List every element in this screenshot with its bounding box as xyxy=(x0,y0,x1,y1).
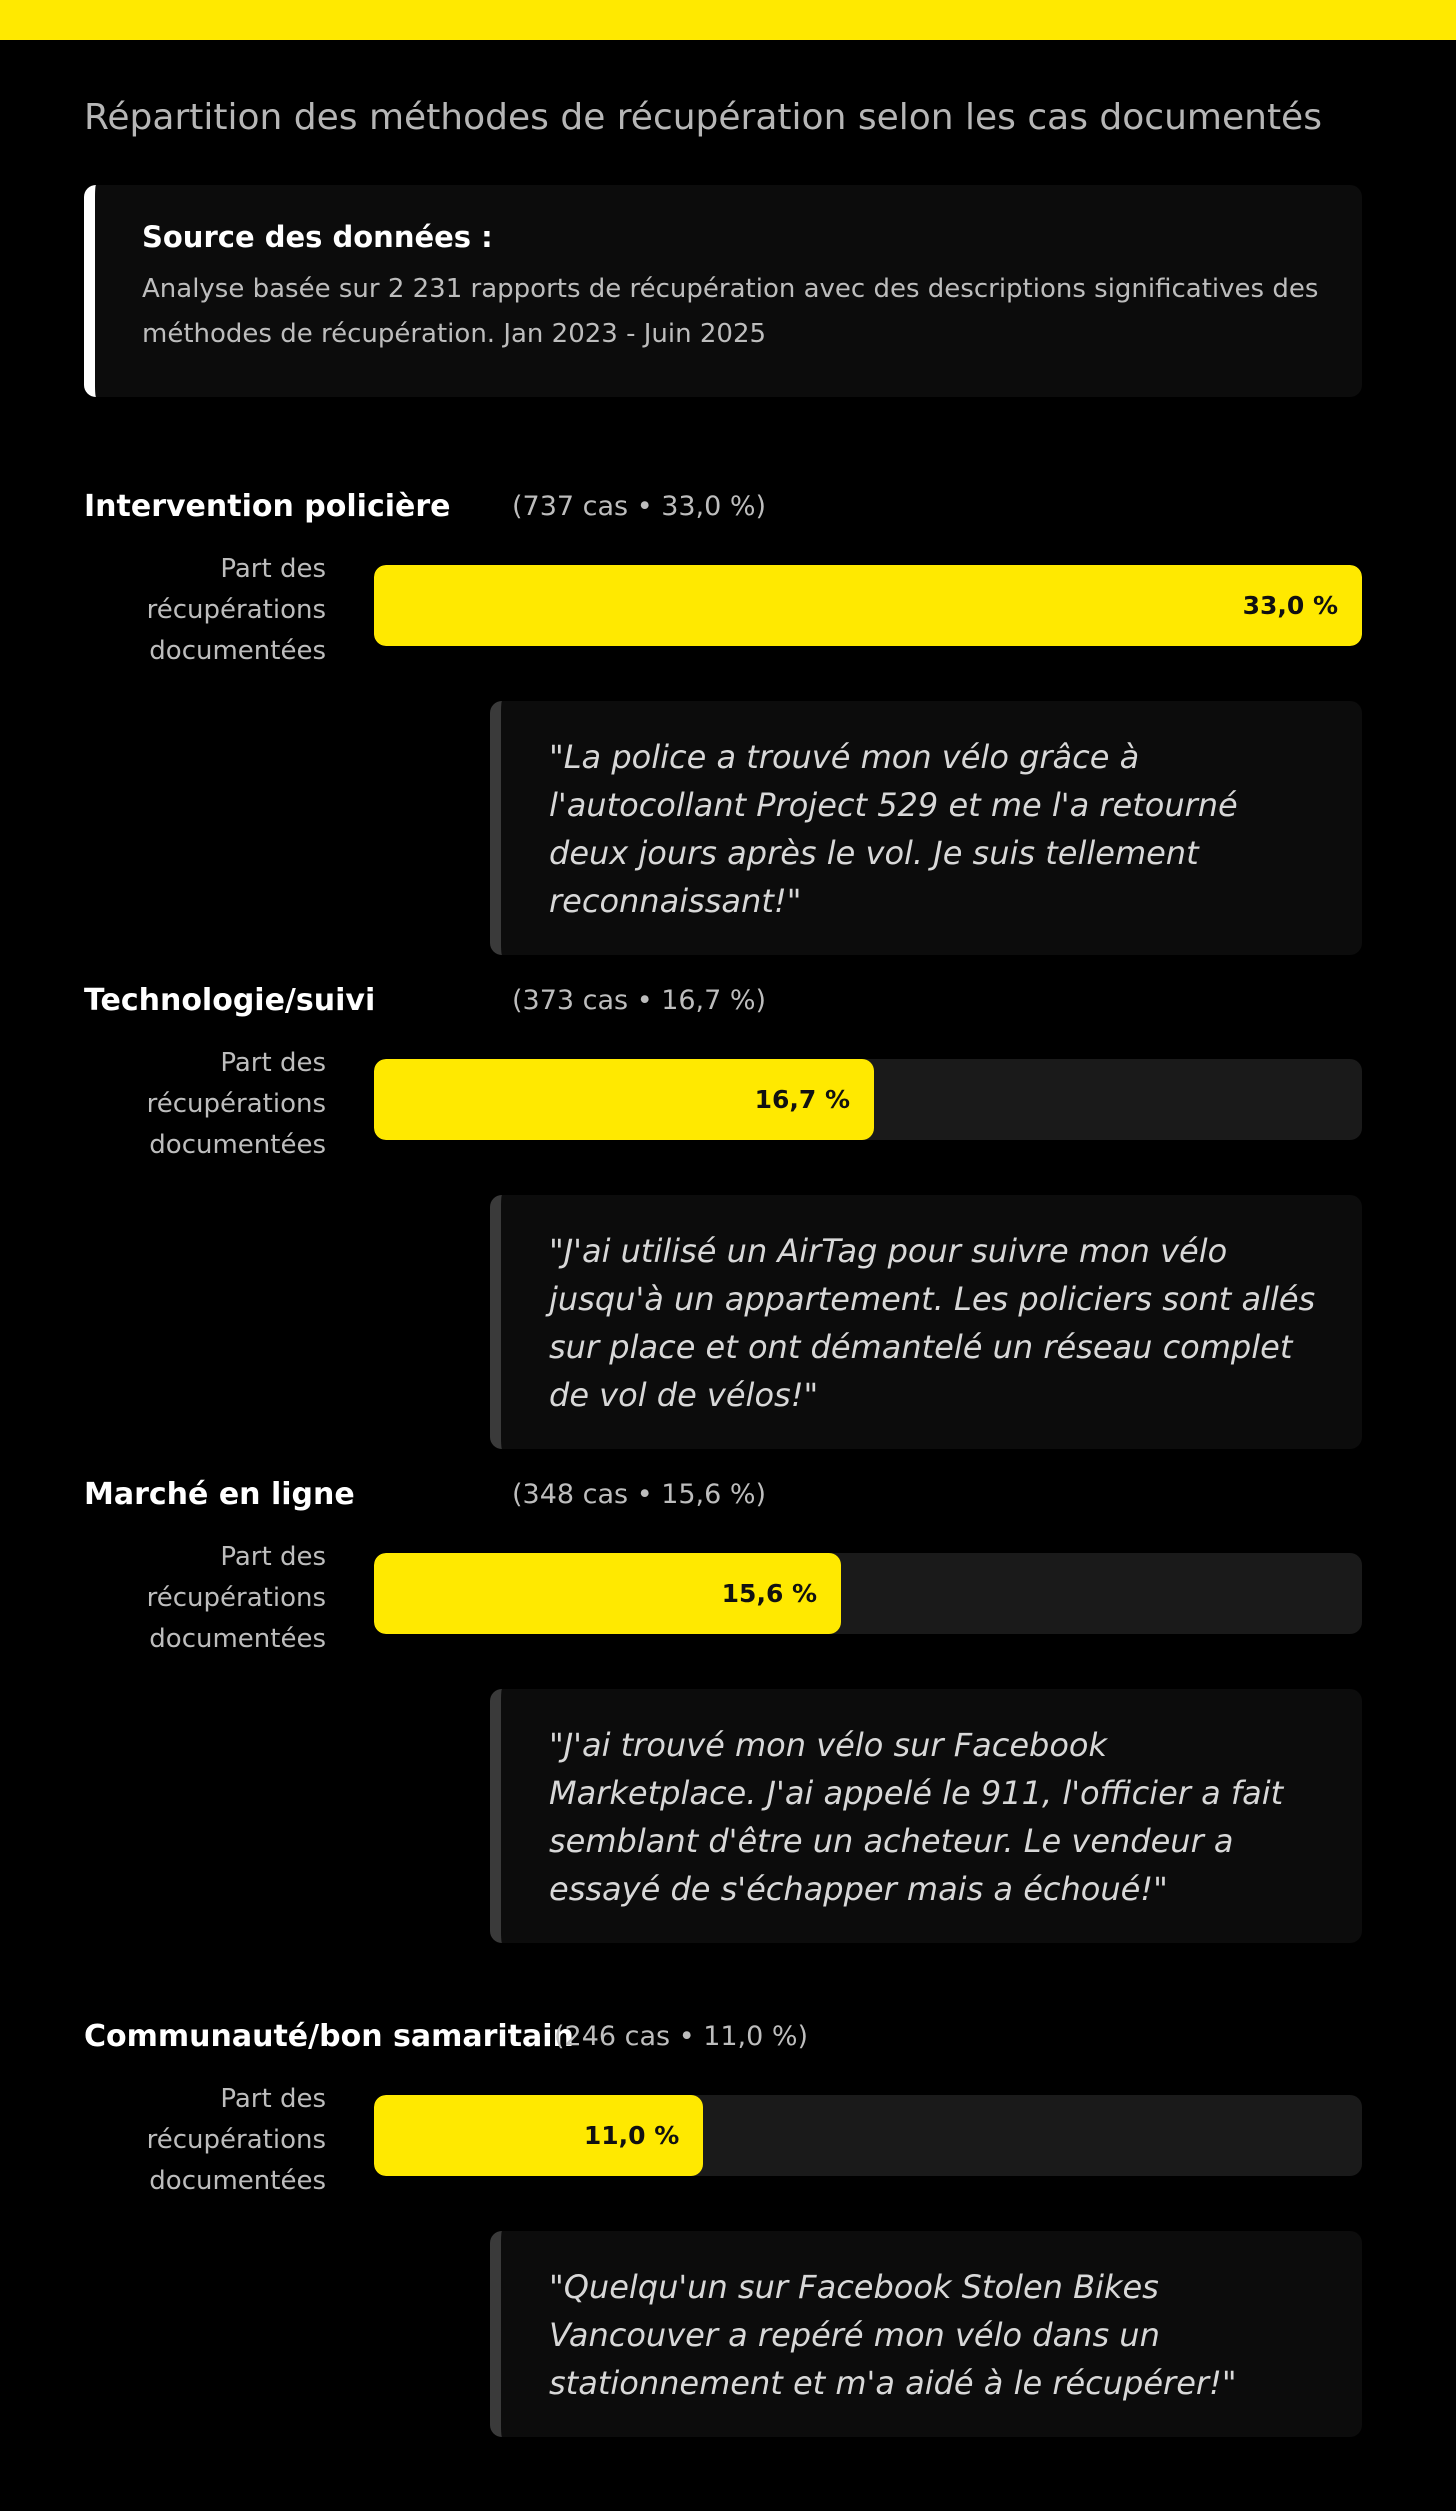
quote-text: "Quelqu'un sur Facebook Stolen Bikes Vancouver a repéré mon vélo dans un stationnement et m'a aidé à le récupérer!" xyxy=(549,2268,1237,2402)
bar-community xyxy=(374,2095,703,2176)
bar-value-label: 33,0 % xyxy=(1242,591,1338,620)
case-count: (246 cas • 11,0 %) xyxy=(554,2021,809,2052)
method-header xyxy=(84,1473,1362,1517)
bar-value-label: 11,0 % xyxy=(583,2121,680,2150)
bar-track xyxy=(374,1553,1362,1634)
quote-text: "J'ai trouvé mon vélo sur Facebook Marketplace. J'ai appelé le 911, l'officier a fait semblant d'être un acheteur. Le vendeur a essayé de s'échapper mais a échoué!" xyxy=(549,1726,1284,1908)
case-count: (348 cas • 15,6 %) xyxy=(512,1479,767,1510)
row-label: Part des récupérations documentées xyxy=(146,554,326,666)
testimonial-quote xyxy=(490,1689,1362,1943)
bar-police xyxy=(374,565,1362,646)
testimonial-quote xyxy=(490,2231,1362,2437)
bar-online-market xyxy=(374,1553,841,1634)
bar-value-label: 15,6 % xyxy=(721,1579,818,1608)
method-header xyxy=(84,485,1362,529)
source-title: Source des données : xyxy=(142,220,493,254)
top-accent-bar xyxy=(0,0,1456,40)
bar-track xyxy=(374,2095,1362,2176)
bar-track xyxy=(374,1059,1362,1140)
page-title: Répartition des méthodes de récupération selon les cas documentés xyxy=(84,97,1322,138)
source-text: Analyse basée sur 2 231 rapports de récupération avec des descriptions significatives des méthodes de récupération. Jan 2023 - Juin 2025 xyxy=(142,274,1319,349)
bar-technology xyxy=(374,1059,874,1140)
row-label: Part des récupérations documentées xyxy=(146,2084,326,2196)
method-header xyxy=(84,2015,1362,2059)
category-label: Communauté/bon samaritain xyxy=(84,2019,574,2054)
quote-text: "J'ai utilisé un AirTag pour suivre mon vélo jusqu'à un appartement. Les policiers sont allés sur place et ont démantelé un réseau complet de vol de vélos!" xyxy=(549,1232,1316,1414)
testimonial-quote xyxy=(490,701,1362,955)
case-count: (373 cas • 16,7 %) xyxy=(512,985,767,1016)
testimonial-quote xyxy=(490,1195,1362,1449)
bar-track xyxy=(374,565,1362,646)
case-count: (737 cas • 33,0 %) xyxy=(512,491,767,522)
method-header xyxy=(84,979,1362,1023)
category-label: Technologie/suivi xyxy=(84,983,376,1018)
category-label: Intervention policière xyxy=(84,489,451,524)
row-label: Part des récupérations documentées xyxy=(146,1048,326,1160)
quote-text: "La police a trouvé mon vélo grâce à l'autocollant Project 529 et me l'a retourné deux jours après le vol. Je suis tellement reconnaissant!" xyxy=(549,738,1238,920)
category-label: Marché en ligne xyxy=(84,1477,355,1512)
bar-value-label: 16,7 % xyxy=(754,1085,850,1114)
data-source-panel xyxy=(84,185,1362,397)
row-label: Part des récupérations documentées xyxy=(146,1542,326,1654)
